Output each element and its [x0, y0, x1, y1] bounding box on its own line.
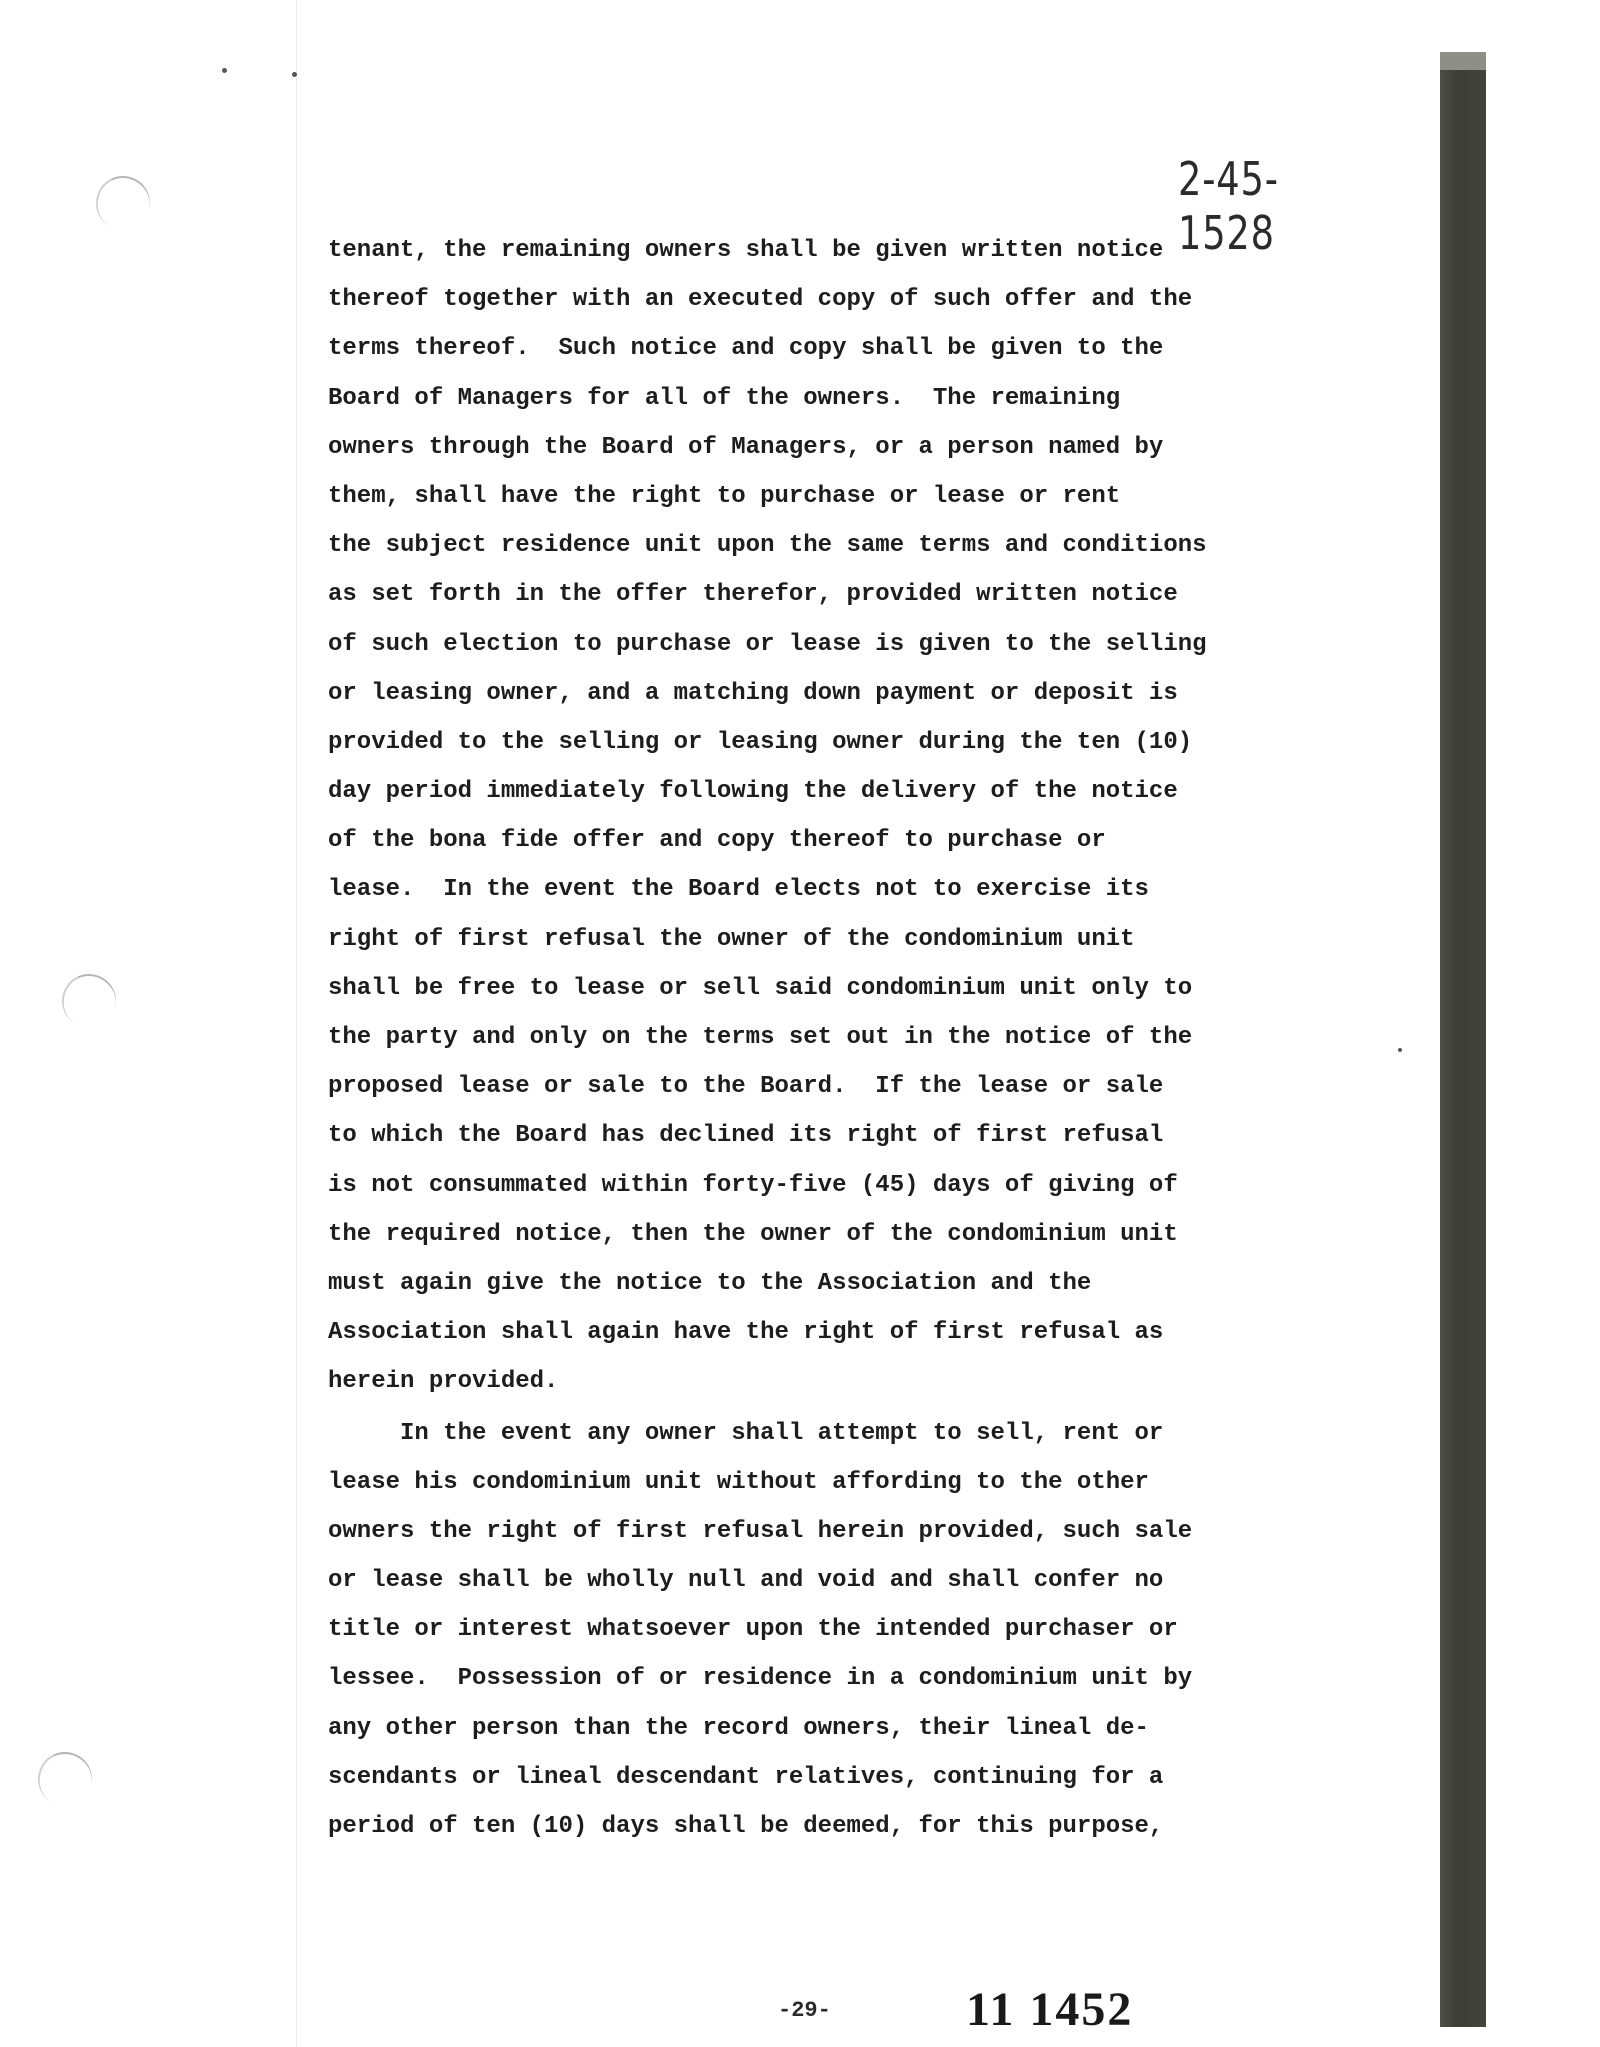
- record-stamp: 11 1452: [966, 1983, 1134, 2036]
- text-line: lease his condominium unit without affording to the other: [328, 1468, 1149, 1496]
- text-line: tenant, the remaining owners shall be given written notice: [328, 237, 1164, 264]
- scan-speck: [1398, 1048, 1402, 1052]
- binding-edge: [296, 0, 297, 2047]
- punch-hole-middle: [54, 966, 123, 1035]
- text-line: the subject residence unit upon the same terms and conditions: [328, 532, 1207, 560]
- paragraph-2: [328, 1409, 1328, 1852]
- text-line: thereof together with an executed copy of such offer and the: [328, 286, 1193, 314]
- text-line: or lease shall be wholly null and void and shall confer no: [328, 1567, 1164, 1595]
- text-line: herein provided.: [328, 1368, 559, 1396]
- text-line: of such election to purchase or lease is given to the selling: [328, 630, 1207, 658]
- body-text: [328, 226, 1328, 1851]
- text-line: right of first refusal the owner of the condominium unit: [328, 925, 1135, 953]
- scan-speck: [222, 68, 227, 73]
- text-line: proposed lease or sale to the Board. If the lease or sale: [328, 1073, 1164, 1101]
- text-line: In the event any owner shall attempt to sell, rent or: [328, 1419, 1164, 1447]
- text-line: owners the right of first refusal herein provided, such sale: [328, 1517, 1193, 1545]
- text-line: the party and only on the terms set out in the notice of the: [328, 1024, 1193, 1051]
- text-line: Association shall again have the right of first refusal as: [328, 1319, 1164, 1347]
- text-line: lease. In the event the Board elects not to exercise its: [328, 876, 1149, 904]
- text-line: scendants or lineal descendant relatives, continuing for a: [328, 1763, 1164, 1791]
- scan-speck: [292, 72, 297, 77]
- punch-hole-top: [88, 168, 157, 237]
- scan-edge-bar: [1440, 52, 1486, 2027]
- text-line: lessee. Possession of or residence in a condominium unit by: [328, 1665, 1193, 1693]
- paragraph-1: [328, 226, 1328, 1407]
- document-number: 2-45-1528: [1178, 152, 1279, 260]
- text-line: Board of Managers for all of the owners. The remaining: [328, 384, 1121, 412]
- punch-hole-bottom: [30, 1744, 99, 1813]
- page-number: -29-: [778, 1998, 831, 2023]
- text-line: or leasing owner, and a matching down payment or deposit is: [328, 679, 1178, 707]
- text-line: as set forth in the offer therefor, provided written notice: [328, 581, 1178, 609]
- text-line: owners through the Board of Managers, or a person named by: [328, 433, 1164, 461]
- text-line: them, shall have the right to purchase or lease or rent: [328, 482, 1121, 510]
- text-line: title or interest whatsoever upon the intended purchaser or: [328, 1616, 1178, 1644]
- text-line: any other person than the record owners, their lineal de-: [328, 1714, 1149, 1742]
- text-line: provided to the selling or leasing owner during the ten (10): [328, 728, 1193, 756]
- text-line: terms thereof. Such notice and copy shall be given to the: [328, 335, 1164, 363]
- text-line: to which the Board has declined its right of first refusal: [328, 1122, 1164, 1150]
- text-line: of the bona fide offer and copy thereof to purchase or: [328, 827, 1106, 855]
- text-line: must again give the notice to the Association and the: [328, 1269, 1092, 1297]
- text-line: day period immediately following the delivery of the notice: [328, 778, 1178, 806]
- text-line: shall be free to lease or sell said condominium unit only to: [328, 974, 1193, 1002]
- text-line: period of ten (10) days shall be deemed, for this purpose,: [328, 1813, 1164, 1840]
- text-line: the required notice, then the owner of the condominium unit: [328, 1220, 1178, 1248]
- text-line: is not consummated within forty-five (45) days of giving of: [328, 1171, 1178, 1199]
